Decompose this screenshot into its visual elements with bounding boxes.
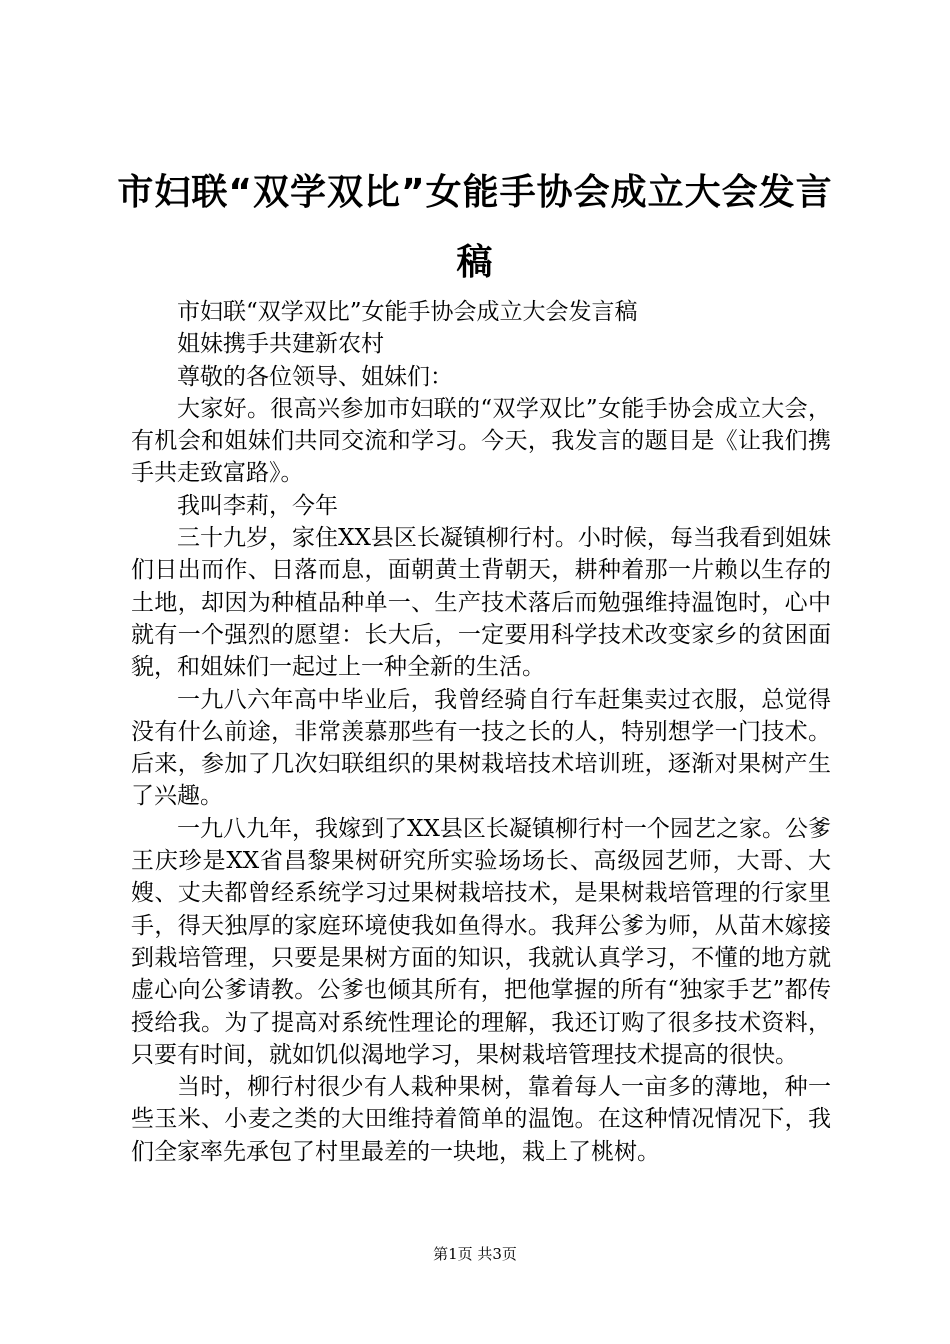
paragraph: 姐妹携手共建新农村 (177, 331, 384, 358)
paragraph: 当时，柳行村很少有人栽种果树，靠着每人一亩多的薄地，种一些玉米、小麦之类的大田维持着简单的温饱。在这种情况情况下，我们全家率先承包了村里最差的一块地，栽上了桃树。 (131, 1074, 831, 1165)
paragraph: 我叫李莉，今年 (177, 492, 338, 519)
paragraph: 一九八九年，我嫁到了XX县区长凝镇柳行村一个园艺之家。公爹王庆珍是XX省昌黎果树研究所实验场场长、高级园艺师，大哥、大嫂、丈夫都曾经系统学习过果树栽培技术，是果树栽培管理的行家里手，得天独厚的家庭环境使我如鱼得水。我拜公爹为师，从苗木嫁接到栽培管理，只要是果树方面的知识，我就认真学习，不懂的地方就虚心向公爹请教。公爹也倾其所有，把他掌握的所有“独家手艺”都传授给我。为了提高对系统性理论的理解，我还订购了很多技术资料，只要有时间，就如饥似渴地学习，果树栽培管理技术提高的很快。 (131, 815, 831, 1068)
document-body (131, 296, 831, 1168)
paragraph: 一九八六年高中毕业后，我曾经骑自行车赶集卖过衣服，总觉得没有什么前途，非常羡慕那些有一技之长的人，特别想学一门技术。后来，参加了几次妇联组织的果树栽培技术培训班，逐渐对果树产生了兴趣。 (131, 686, 831, 810)
paragraph: 尊敬的各位领导、姐妹们： (177, 363, 453, 390)
paragraph: 三十九岁，家住XX县区长凝镇柳行村。小时候，每当我看到姐妹们日出而作、日落而息，面朝黄土背朝天，耕种着那一片赖以生存的土地，却因为种植品种单一、生产技术落后而勉强维持温饱时，心中就有一个强烈的愿望：长大后，一定要用科学技术改变家乡的贫困面貌，和姐妹们一起过上一种全新的生活。 (131, 525, 831, 681)
paragraph: 市妇联“双学双比”女能手协会成立大会发言稿 (177, 299, 638, 325)
document-title: 市妇联“双学双比”女能手协会成立大会发言稿 (117, 172, 833, 283)
page-number-footer: 第1页 共3页 (433, 1245, 517, 1263)
paragraph: 大家好。很高兴参加市妇联的“双学双比”女能手协会成立大会，有机会和姐妹们共同交流和学习。今天，我发言的题目是《让我们携手共走致富路》。 (131, 395, 831, 487)
